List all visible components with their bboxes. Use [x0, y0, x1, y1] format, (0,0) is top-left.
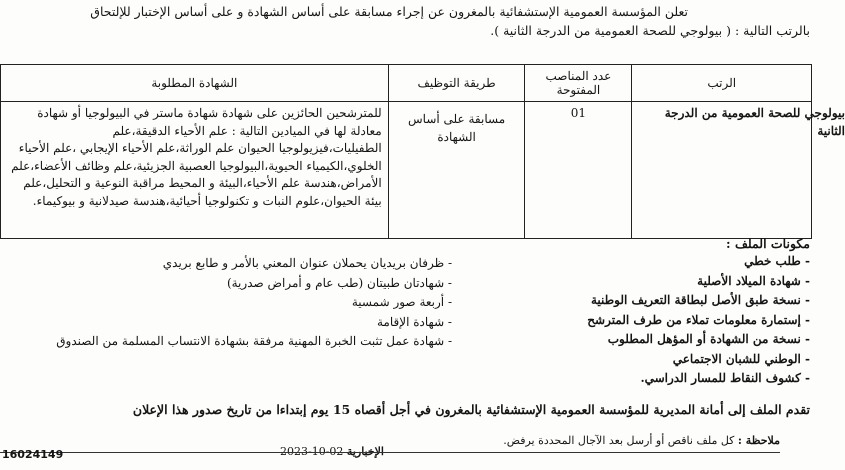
dossier-list-right: [490, 252, 810, 389]
positions-table: [0, 64, 845, 239]
dossier-list-left: [12, 254, 452, 352]
list-item: - إستمارة معلومات تملاء من طرف المترشح: [587, 312, 810, 327]
grade-text: بيولوجي للصحة العمومية من الدرجة الثانية: [664, 106, 845, 138]
note-label: ملاحظة :: [737, 434, 780, 447]
intro-paragraph: [0, 2, 810, 40]
table-row: [1, 102, 812, 239]
list-item: - الوطني للشبان الاجتماعي: [672, 351, 810, 366]
cell-method: [388, 102, 525, 239]
list-item: - طلب خطي: [744, 254, 810, 268]
intro-line-1: تعلن المؤسسة العمومية الإستشفائية بالمغرون عن إجراء مسابقة على أساس الشهادة و على أساس الإختبار للإلتحاق: [90, 4, 688, 19]
cell-grade: [632, 102, 845, 239]
header-certificate: الشهادة المطلوبة: [1, 65, 389, 102]
note-text: كل ملف ناقص أو أرسل بعد الآجال المحددة يرفض.: [503, 434, 735, 447]
method-text: مسابقة على أساس الشهادة: [408, 112, 506, 144]
footer-divider: [0, 452, 780, 453]
list-item: - شهادتان طبيتان (طب عام و أمراض صدرية): [226, 275, 452, 290]
header-posts: عدد المناصب المفتوحة: [525, 65, 632, 102]
publication-date: 2023-10-02: [280, 445, 344, 458]
cell-certificate: للمترشحين الحائزين على شهادة شهادة ماستر في البيولوجيا أو شهادة معادلة لها في الميادين التالية : علم الأحياء الدقيقة،علم الطفيليات،فيزيولوجيا الحيوان علم الوراثة،علم الأحياء الإيجابي ،علم الأحياء الخلوي،الكيمياء الحيوية،البيولوجيا العصبية الجزيئية،علم وظائف الأعضاء،علم الأمراض،هندسة علم الأحياء،البيئة و المحيط مراقبة النوعية و التحليل،علم بيئة الحيوان،علوم النبات و تكنولوجيا أحيائية،هندسة صيدلانية و بيوكيماء.: [1, 102, 389, 239]
list-item: - كشوف النقاط للمسار الدراسي.: [640, 371, 810, 385]
header-method: طريقة التوظيف: [388, 65, 525, 102]
cell-posts: 01: [525, 102, 632, 239]
footer-note: [503, 434, 780, 447]
list-item: - نسخة من الشهادة أو المؤهل المطلوب: [607, 332, 810, 346]
list-item: - شهادة الإقامة: [377, 314, 452, 329]
table-header-row: [1, 65, 812, 102]
submission-instructions: تقدم الملف إلى أمانة المديرية للمؤسسة العمومية الإستشفائية بالمغرون في أجل أقصاه 15 يوم إبتداءا من تاريخ صدور هذا الإعلان: [132, 402, 810, 417]
newspaper-name: الإخبارية: [346, 445, 384, 458]
list-item: - ظرفان بريديان يحملان عنوان المعني بالأمر و طابع بريدي: [162, 256, 452, 270]
dossier-heading: مكونات الملف :: [725, 236, 810, 251]
header-grade: الرتب: [632, 65, 812, 102]
list-item: - شهادة الميلاد الأصلية: [697, 273, 810, 288]
intro-line-2: بالرتب التالية : ( بيولوجي للصحة العمومية من الدرجة الثانية ).: [490, 23, 810, 38]
list-item: - أربعة صور شمسية: [351, 295, 452, 309]
list-item: - شهادة عمل تثبت الخبرة المهنية مرفقة بشهادة الانتساب المسلمة من الصندوق: [56, 334, 452, 348]
list-item: - نسخة طبق الأصل لبطاقة التعريف الوطنية: [590, 293, 810, 307]
ad-number: 16024149: [2, 448, 64, 461]
